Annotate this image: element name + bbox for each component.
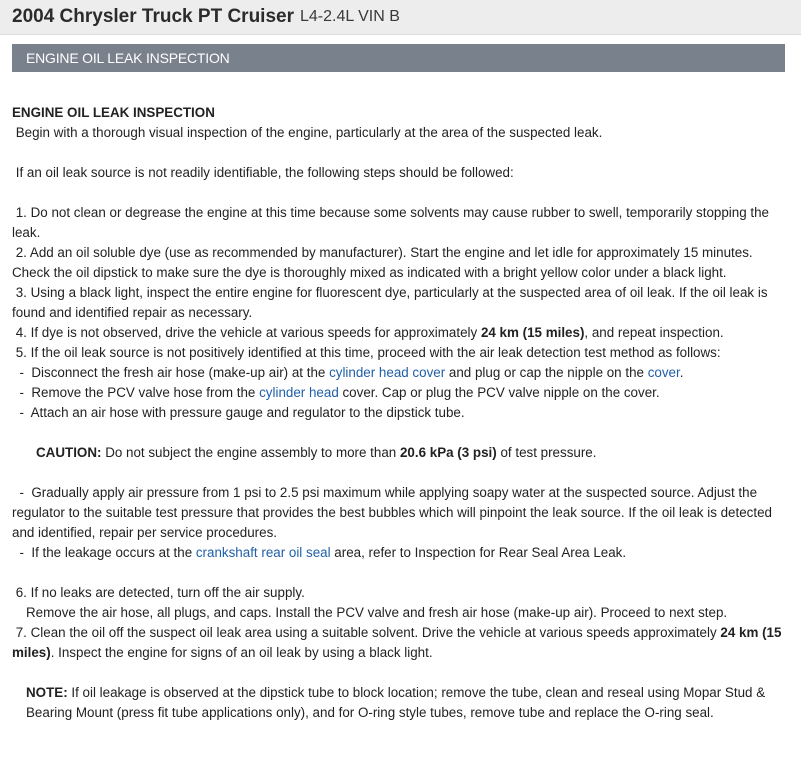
step-7-text-end: . Inspect the engine for signs of an oil leak by using a black light. — [50, 645, 433, 660]
substep-5-text-end: area, refer to Inspection for Rear Seal Area Leak. — [330, 545, 627, 560]
note-text: If oil leakage is observed at the dipstick tube to block location; remove the tube, clean and reseal using Mopar Stud & Bearing Mount (press fit tube applications only), and for O-ring style tubes, remove tube and replace the O-ring seal. — [26, 685, 769, 720]
step-6: 6. If no leaks are detected, turn off the air supply. — [12, 585, 305, 600]
engine-spec: L4-2.4L VIN B — [299, 8, 400, 25]
step-4-text-end: , and repeat inspection. — [584, 325, 724, 340]
caution-note — [12, 443, 787, 463]
substep-4: - Gradually apply air pressure from 1 psi to 2.5 psi maximum while applying soapy water at the suspected source. Adjust the regulator to the suitable test pressure that provides the best bubbles which will pinpoint the leak source. If the oil leak is detected and identified, repair per service procedures. — [12, 485, 776, 540]
note-label: NOTE: — [26, 685, 68, 700]
link-crankshaft-rear-oil-seal[interactable]: crankshaft rear oil seal — [195, 545, 331, 560]
step-4-text: 4. If dye is not observed, drive the vehicle at various speeds for approximately — [12, 325, 481, 340]
step-1: 1. Do not clean or degrease the engine at this time because some solvents may cause rubber to swell, temporarily stopping the leak. — [12, 205, 773, 240]
link-cover[interactable]: cover — [647, 365, 680, 380]
caution-text: Do not subject the engine assembly to more than — [101, 445, 400, 460]
caution-text-end: of test pressure. — [496, 445, 597, 460]
link-cylinder-head-cover[interactable]: cylinder head cover — [329, 365, 446, 380]
step-4-distance: 24 km (15 miles) — [480, 325, 585, 340]
section-title-bar — [12, 44, 785, 72]
caution-label: CAUTION: — [36, 445, 102, 460]
step-7-distance: 24 km (15 miles) — [12, 625, 786, 660]
step-7-text: 7. Clean the oil off the suspect oil leak area using a suitable solvent. Drive the vehicle at various speeds approximately — [12, 625, 721, 640]
substep-5-text: - If the leakage occurs at the — [12, 545, 196, 560]
article-body — [12, 103, 787, 723]
caution-pressure: 20.6 kPa (3 psi) — [399, 445, 497, 460]
step-4 — [12, 323, 787, 343]
substep-1-text-end: . — [679, 365, 684, 380]
step-3: 3. Using a black light, inspect the entire engine for fluorescent dye, particularly at the suspected area of oil leak. If the oil leak is found and identified repair as necessary. — [12, 285, 772, 320]
substep-1 — [12, 363, 787, 383]
link-cylinder-head[interactable]: cylinder head — [259, 385, 339, 400]
step-6-continued: Remove the air hose, all plugs, and caps. Install the PCV valve and fresh air hose (make-up air). Proceed to next step. — [26, 605, 728, 620]
vehicle-title: 2004 Chrysler Truck PT Cruiser — [12, 6, 294, 27]
note — [12, 683, 787, 723]
steps-intro: If an oil leak source is not readily identifiable, the following steps should be followed: — [12, 165, 514, 180]
step-5: 5. If the oil leak source is not positively identified at this time, proceed with the air leak detection test method as follows: — [12, 345, 721, 360]
substep-2-text: - Remove the PCV valve hose from the — [12, 385, 260, 400]
substep-3: - Attach an air hose with pressure gauge and regulator to the dipstick tube. — [12, 405, 465, 420]
step-7 — [12, 623, 787, 663]
step-2: 2. Add an oil soluble dye (use as recommended by manufacturer). Start the engine and let idle for approximately 15 minutes. Check the oil dipstick to make sure the dye is thoroughly mixed as indicated with a bright yellow color under a black light. — [12, 245, 757, 280]
substep-2-text-end: cover. Cap or plug the PCV valve nipple on the cover. — [338, 385, 660, 400]
substep-5 — [12, 543, 787, 563]
substep-1-text-mid: and plug or cap the nipple on the — [445, 365, 648, 380]
substep-1-text: - Disconnect the fresh air hose (make-up air) at the — [12, 365, 330, 380]
page-header — [0, 0, 801, 35]
substep-2 — [12, 383, 787, 403]
article-heading: ENGINE OIL LEAK INSPECTION — [12, 105, 215, 120]
intro-paragraph: Begin with a thorough visual inspection of the engine, particularly at the area of the suspected leak. — [12, 125, 603, 140]
section-title: ENGINE OIL LEAK INSPECTION — [26, 50, 230, 66]
